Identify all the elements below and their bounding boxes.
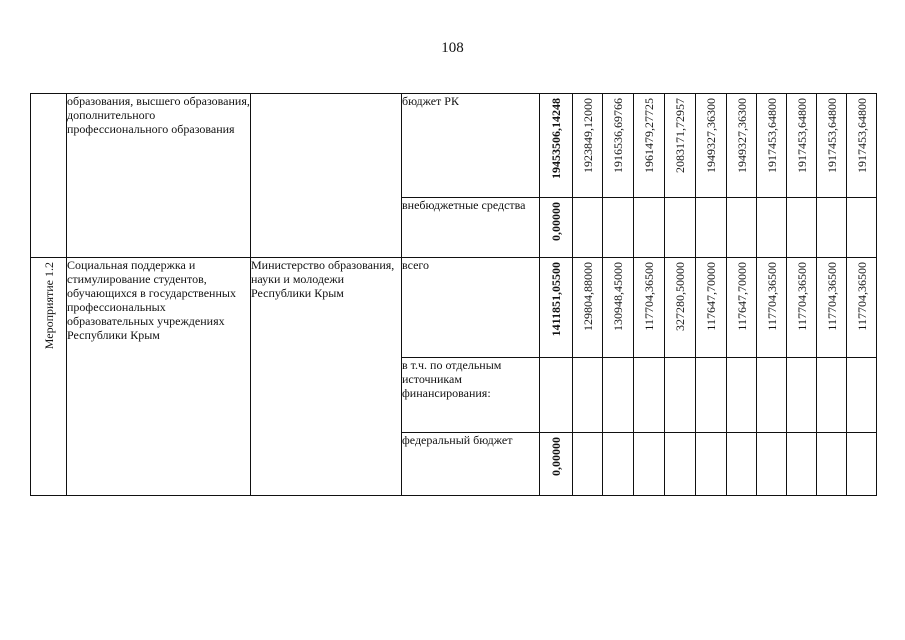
funding-source-label: в т.ч. по отдельным источникам финансирования: (402, 358, 502, 400)
year-value-cell (665, 198, 696, 258)
year-value: 1949327,36300 (734, 98, 749, 173)
year-value: 117647,70000 (704, 262, 718, 331)
row-total-value: 0,00000 (549, 202, 563, 241)
year-value-cell (757, 198, 787, 258)
row-total-value: 19453506,14248 (549, 98, 563, 179)
year-value-cell (696, 258, 727, 358)
year-value-cell (847, 198, 877, 258)
year-value-cell (757, 94, 787, 198)
measure-description-cell (67, 258, 251, 496)
year-value: 1923849,12000 (580, 98, 595, 173)
measure-description-cell (67, 94, 251, 258)
year-value-cell (696, 358, 727, 433)
year-value-cell (665, 258, 696, 358)
year-value-cell (603, 358, 634, 433)
year-value-cell (727, 94, 757, 198)
year-value: 1917453,64800 (764, 98, 779, 173)
row-total-cell (540, 258, 573, 358)
year-value-cell (603, 433, 634, 496)
year-value-cell (787, 433, 817, 496)
year-value-cell (847, 258, 877, 358)
page-number: 108 (441, 40, 464, 56)
year-value: 1917453,64800 (854, 98, 869, 173)
year-value: 1916536,69766 (611, 98, 625, 173)
measure-number-cell (31, 94, 67, 258)
year-value-cell (573, 433, 603, 496)
measure-number-label: Мероприятие 1.2 (41, 262, 56, 350)
year-value-cell (634, 94, 665, 198)
funding-source-cell (402, 198, 540, 258)
year-value-cell (847, 358, 877, 433)
year-value-cell (696, 94, 727, 198)
funding-source-cell (402, 94, 540, 198)
measure-description: Социальная поддержка и стимулирование студентов, обучающихся в государственных профессиональных образовательных учреждениях Республики Крым (67, 258, 236, 342)
year-value: 130948,45000 (611, 262, 625, 331)
year-value-cell (634, 433, 665, 496)
year-value: 1961479,27725 (642, 98, 656, 173)
year-value: 327280,50000 (673, 262, 687, 331)
funding-source-cell (402, 258, 540, 358)
year-value-cell (757, 358, 787, 433)
budget-table (30, 93, 877, 496)
funding-source-label: внебюджетные средства (402, 198, 526, 212)
year-value-cell (787, 258, 817, 358)
row-total-value: 0,00000 (549, 437, 563, 476)
year-value-cell (573, 94, 603, 198)
year-value: 2083171,72957 (673, 98, 687, 173)
row-total-cell (540, 358, 573, 433)
executor-cell (251, 258, 402, 496)
measure-number-cell (31, 258, 67, 496)
year-value: 117704,36500 (794, 262, 809, 331)
row-total-value: 1411851,05500 (549, 262, 563, 337)
year-value-cell (847, 433, 877, 496)
year-value-cell (665, 94, 696, 198)
row-total-cell (540, 94, 573, 198)
year-value-cell (696, 433, 727, 496)
funding-source-label: бюджет РК (402, 94, 459, 108)
year-value-cell (847, 94, 877, 198)
year-value: 117704,36500 (764, 262, 779, 331)
row-total-cell (540, 433, 573, 496)
year-value-cell (573, 358, 603, 433)
year-value-cell (817, 258, 847, 358)
year-value: 1949327,36300 (704, 98, 718, 173)
year-value-cell (817, 198, 847, 258)
funding-source-label: всего (402, 258, 430, 272)
year-value-cell (787, 198, 817, 258)
measure-description: образования, высшего образования, дополнительного профессионального образования (67, 94, 250, 136)
year-value-cell (665, 358, 696, 433)
year-value-cell (573, 258, 603, 358)
executor-name: Министерство образования, науки и молодежи Республики Крым (251, 258, 395, 300)
year-value-cell (634, 198, 665, 258)
year-value-cell (817, 358, 847, 433)
year-value: 117704,36500 (642, 262, 656, 331)
year-value: 1917453,64800 (824, 98, 839, 173)
funding-source-cell (402, 358, 540, 433)
year-value-cell (727, 258, 757, 358)
year-value-cell (603, 258, 634, 358)
year-value: 117704,36500 (824, 262, 839, 331)
table-row (31, 94, 877, 198)
funding-source-cell (402, 433, 540, 496)
executor-cell (251, 94, 402, 258)
year-value-cell (603, 198, 634, 258)
year-value-cell (665, 433, 696, 496)
year-value: 1917453,64800 (794, 98, 809, 173)
year-value-cell (727, 198, 757, 258)
year-value-cell (573, 198, 603, 258)
year-value-cell (634, 358, 665, 433)
year-value: 117704,36500 (854, 262, 869, 331)
funding-source-label: федеральный бюджет (402, 433, 513, 447)
year-value-cell (757, 433, 787, 496)
year-value-cell (817, 94, 847, 198)
year-value-cell (696, 198, 727, 258)
year-value-cell (787, 94, 817, 198)
year-value-cell (727, 358, 757, 433)
year-value-cell (757, 258, 787, 358)
year-value: 129804,88000 (580, 262, 595, 331)
year-value-cell (603, 94, 634, 198)
year-value-cell (817, 433, 847, 496)
row-total-cell (540, 198, 573, 258)
year-value: 117647,70000 (734, 262, 749, 331)
year-value-cell (727, 433, 757, 496)
year-value-cell (787, 358, 817, 433)
year-value-cell (634, 258, 665, 358)
table-row (31, 258, 877, 358)
